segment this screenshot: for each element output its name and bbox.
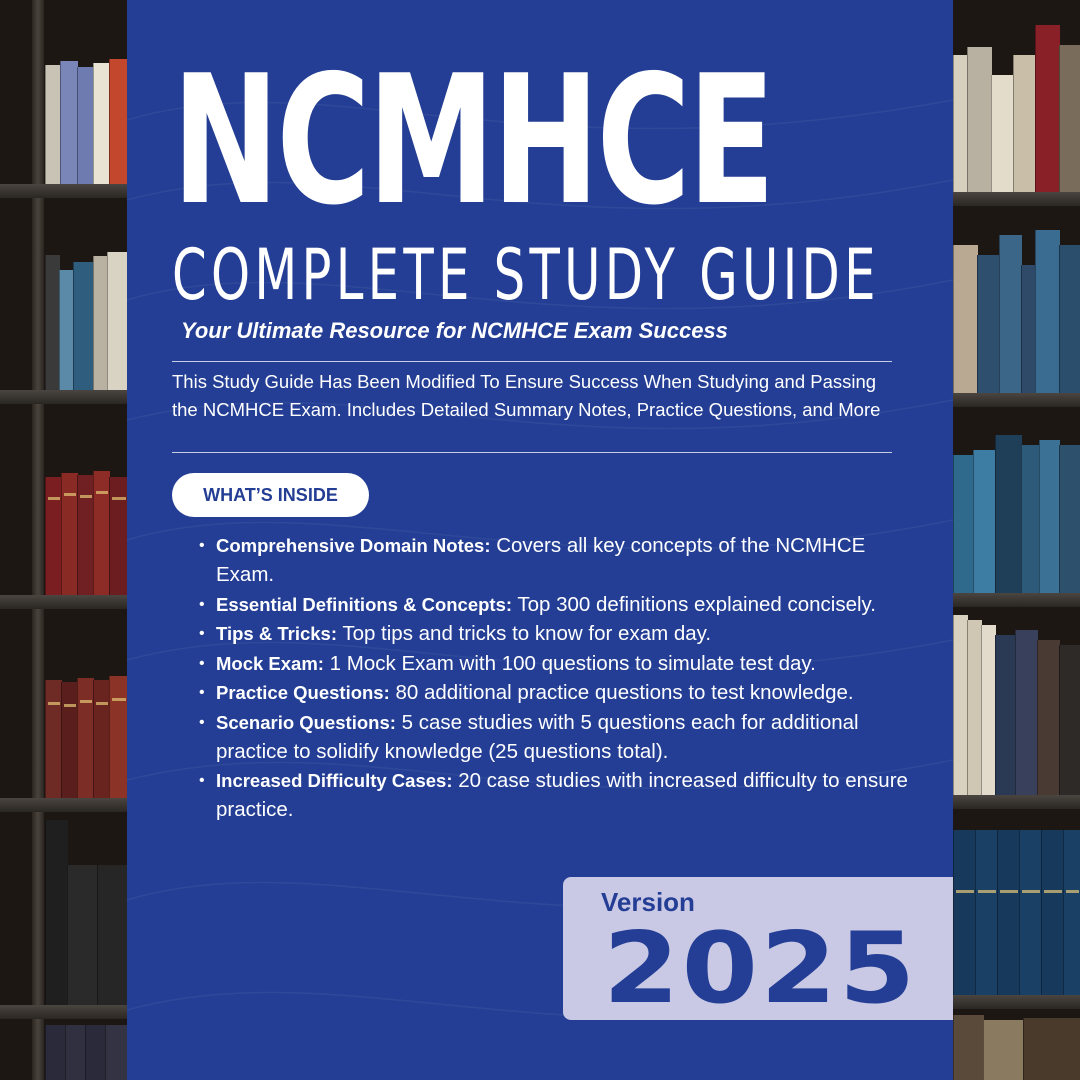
feature-term: Comprehensive Domain Notes:: [216, 535, 491, 556]
feature-item: [199, 619, 919, 648]
description: This Study Guide Has Been Modified To Ensure Success When Studying and Passing the NCMHCE Exam. Includes Detailed Summary Notes, Practice Questions, and More: [172, 371, 881, 420]
feature-term: Essential Definitions & Concepts:: [216, 593, 513, 615]
shelf-plank: [0, 595, 127, 609]
book-row: [953, 610, 1080, 795]
book-row: [953, 825, 1080, 995]
subtitle: COMPLETE STUDY GUIDE: [172, 234, 880, 316]
shelf-plank: [953, 995, 1080, 1009]
feature-item: [199, 531, 919, 589]
feature-term: Increased Difficulty Cases:: [216, 770, 453, 791]
shelf-plank: [953, 593, 1080, 607]
feature-item: [199, 590, 919, 619]
book-row: [0, 675, 127, 800]
cover-panel: [127, 0, 953, 1080]
feature-list: [199, 531, 919, 825]
book-row: [0, 250, 127, 390]
feature-text: Top tips and tricks to know for exam day.: [342, 622, 712, 645]
feature-term: Mock Exam:: [216, 652, 324, 674]
feature-text: 20 case studies with increased difficulty to ensure practice.: [216, 769, 908, 821]
tagline: Your Ultimate Resource for NCMHCE Exam Success: [181, 318, 728, 343]
book-row: [0, 470, 127, 595]
left-bookshelf-image: [0, 0, 127, 1080]
book-row: [953, 225, 1080, 395]
whats-inside-badge: WHAT’S INSIDE: [172, 473, 369, 517]
shelf-plank: [953, 393, 1080, 407]
feature-item: [199, 766, 919, 824]
feature-text: 80 additional practice questions to test knowledge.: [395, 681, 854, 704]
feature-item: [199, 649, 919, 678]
main-title: NCMHCE: [172, 37, 773, 244]
book-row: [953, 20, 1080, 195]
shelf-plank: [953, 192, 1080, 206]
book-row: [0, 815, 127, 1005]
book-row: [0, 1025, 127, 1080]
shelf-plank: [0, 1005, 127, 1019]
book-row: [953, 425, 1080, 595]
version-label: Version: [601, 887, 695, 917]
version-year: 2025: [603, 912, 918, 1026]
book-row: [0, 55, 127, 185]
feature-term: Practice Questions:: [216, 682, 390, 703]
feature-text: 1 Mock Exam with 100 questions to simulate test day.: [329, 651, 816, 675]
feature-term: Tips & Tricks:: [216, 623, 337, 644]
feature-item: [199, 678, 919, 707]
right-bookshelf-image: [953, 0, 1080, 1080]
feature-item: [199, 708, 919, 766]
book-row: [953, 1015, 1080, 1080]
feature-text: Top 300 definitions explained concisely.: [517, 592, 876, 616]
divider-top: [172, 361, 892, 362]
feature-text: 5 case studies with 5 questions each for additional practice to solidify knowledge (25 questions total).: [216, 710, 859, 763]
shelf-plank: [0, 390, 127, 404]
shelf-plank: [0, 184, 127, 198]
version-box: [563, 877, 953, 1026]
shelf-plank: [953, 795, 1080, 809]
feature-term: Scenario Questions:: [216, 711, 396, 733]
feature-text: Covers all key concepts of the NCMHCE Exam.: [216, 534, 866, 586]
shelf-plank: [0, 798, 127, 812]
divider-bottom: [172, 452, 892, 453]
